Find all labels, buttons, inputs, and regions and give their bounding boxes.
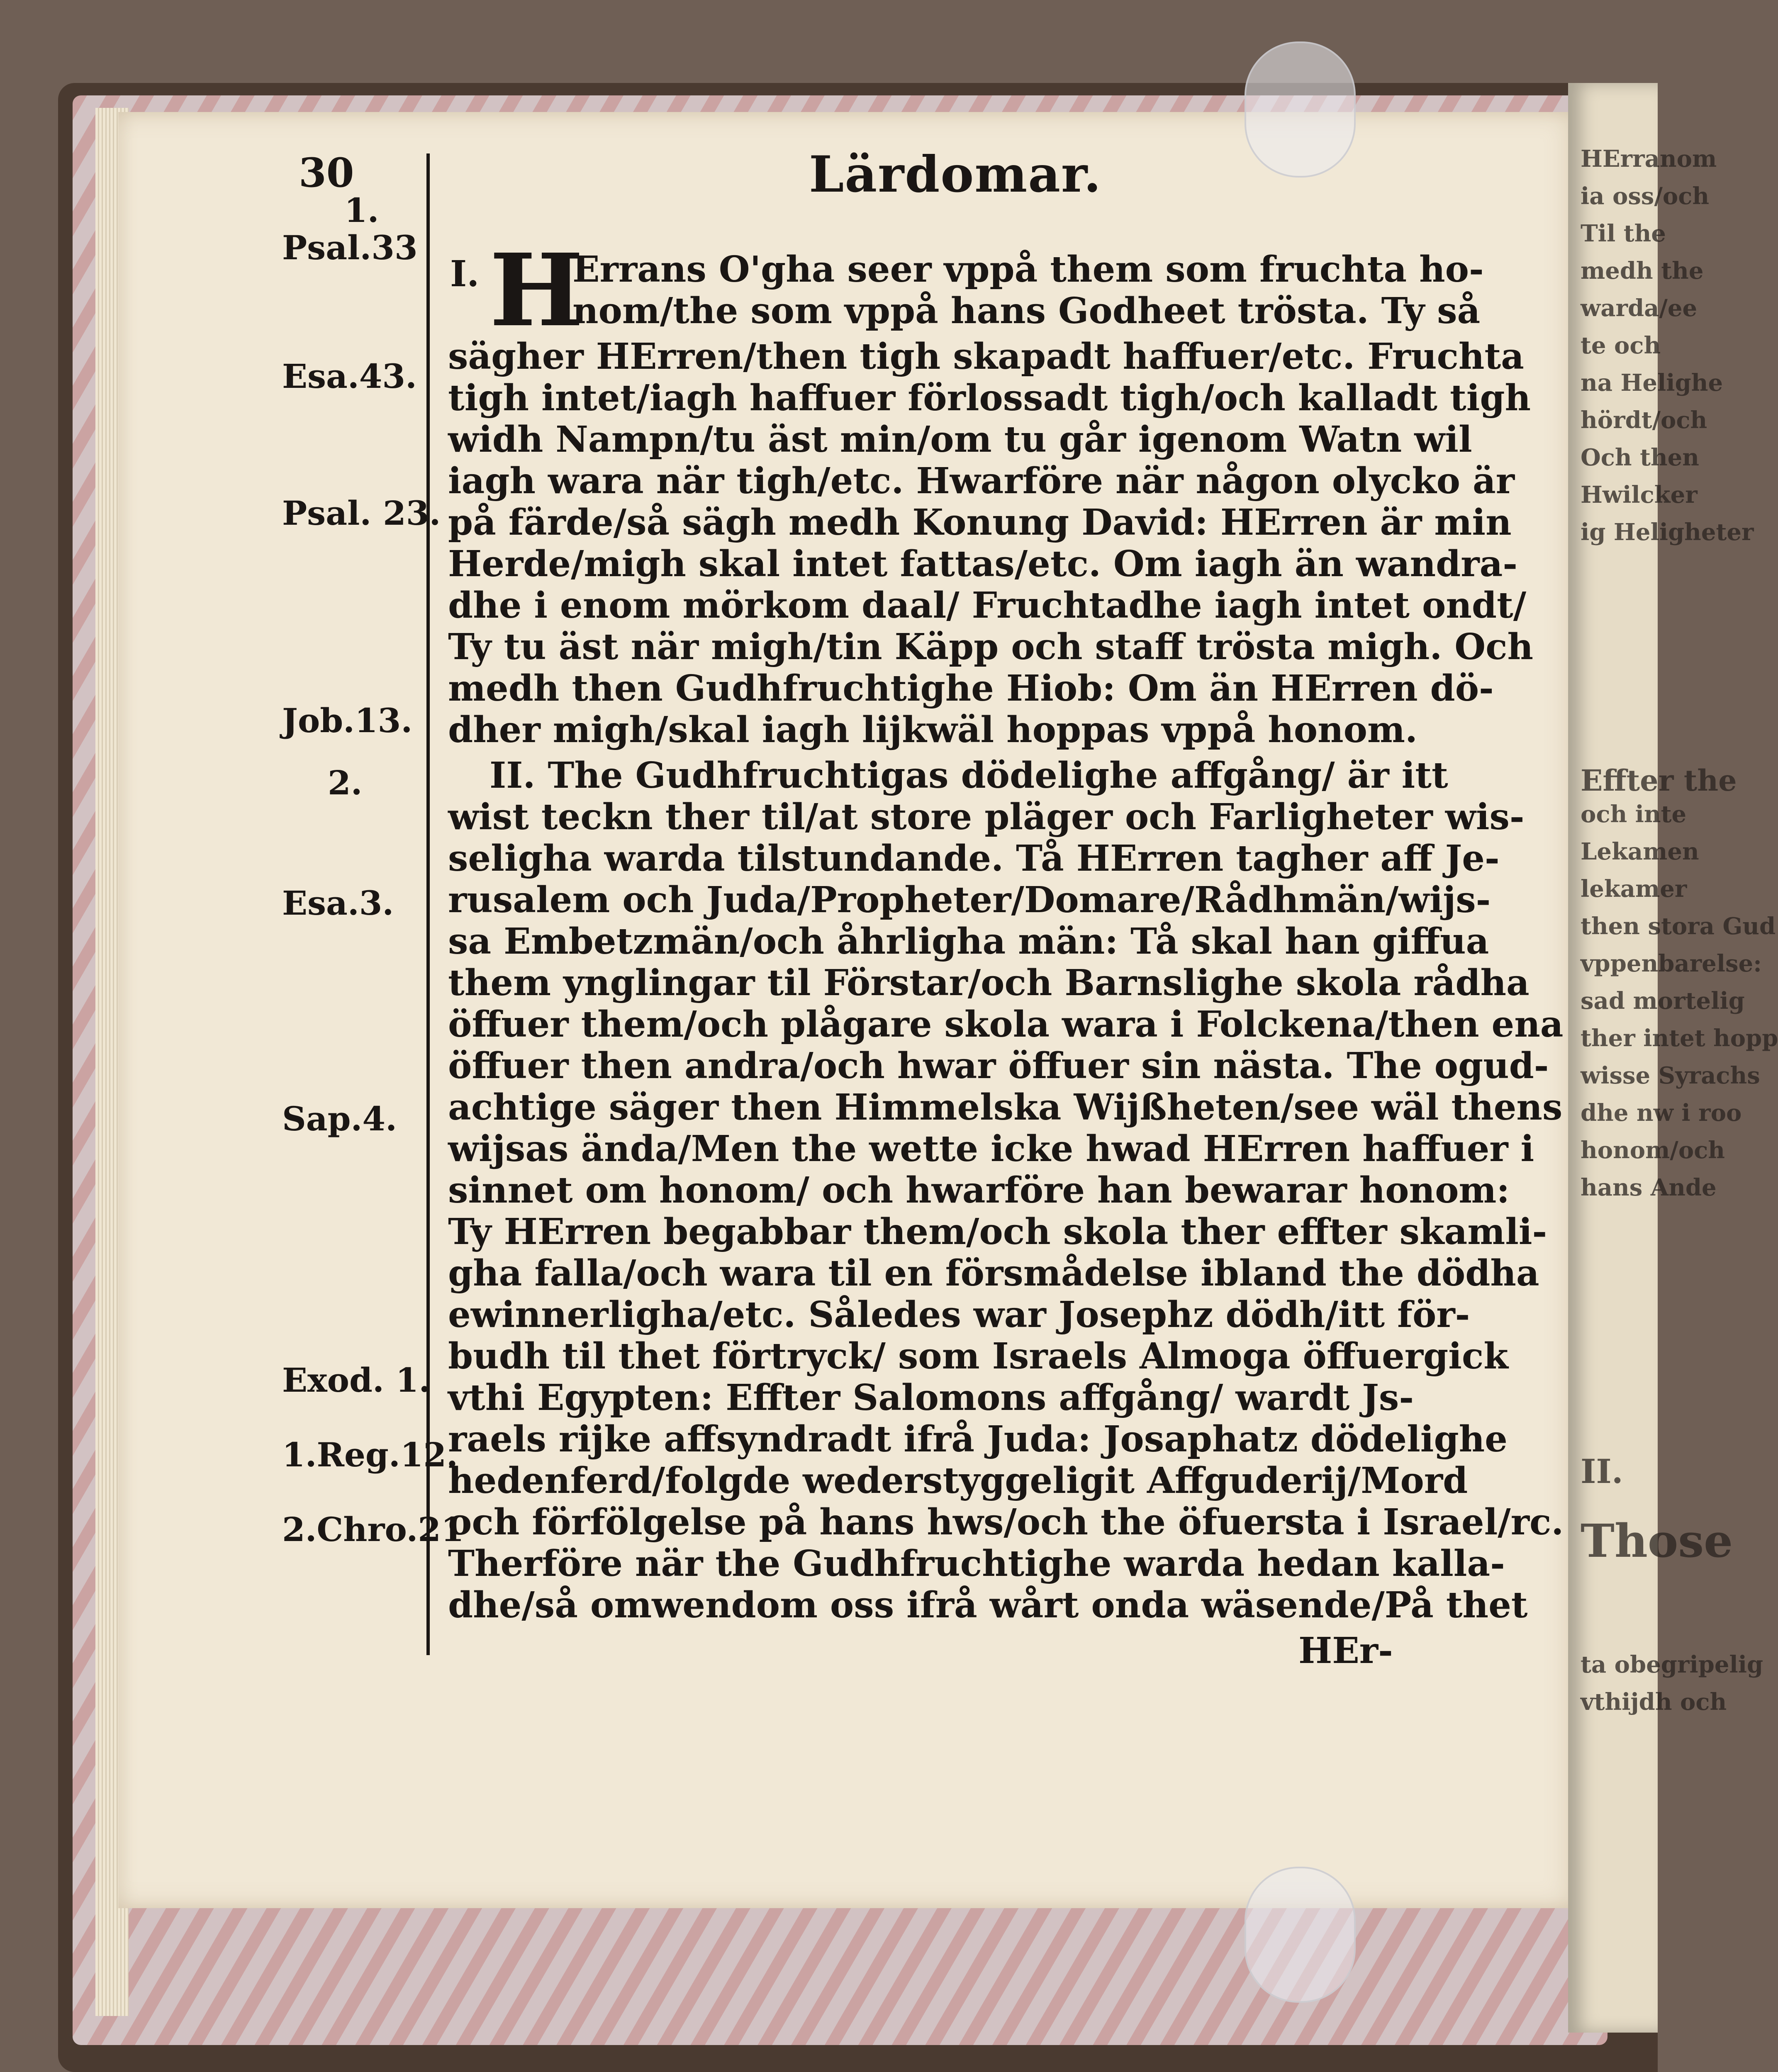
body-line: Ty HErren begabbar them/och skola ther effter skamli- <box>448 1211 1547 1253</box>
body-line: nom/the som vppå hans Godheet trösta. Ty så <box>572 290 1481 332</box>
facing-fragment: ta obegripelig <box>1581 1651 1763 1678</box>
facing-fragment: then stora Gud <box>1581 913 1776 940</box>
body-line: öffuer them/och plågare skola wara i Folckena/then ena <box>448 1003 1564 1045</box>
facing-fragment: honom/och <box>1581 1137 1725 1164</box>
page-clip <box>1245 1867 1356 2003</box>
margin-note: Sap.4. <box>282 1099 397 1138</box>
body-line: Herde/migh skal intet fattas/etc. Om iagh än wandra- <box>448 543 1518 585</box>
body-line: gha falla/och wara til en försmådelse ibland the dödha <box>448 1252 1539 1294</box>
body-line: rusalem och Juda/Propheter/Domare/Rådhmän/wijs- <box>448 879 1491 921</box>
body-line: öffuer then andra/och hwar öffuer sin nästa. The ogud- <box>448 1045 1549 1087</box>
body-line: Therföre när the Gudhfruchtighe warda hedan kalla- <box>448 1543 1505 1585</box>
catchword: HEr- <box>1298 1630 1393 1672</box>
facing-fragment: vppenbarelse: <box>1581 950 1762 977</box>
body-line: och förfölgelse på hans hws/och the öfuersta i Israel/rc. <box>448 1501 1564 1543</box>
body-line: achtige säger then Himmelska Wijßheten/see wäl thens <box>448 1086 1563 1128</box>
facing-fragment: medh the <box>1581 257 1704 285</box>
facing-fragment: lekamer <box>1581 875 1687 903</box>
body-line: iagh wara när tigh/etc. Hwarföre när någon olycko är <box>448 460 1515 502</box>
body-line: tigh intet/iagh haffuer förlossadt tigh/och kalladt tigh <box>448 377 1531 419</box>
body-line: vthi Egypten: Effter Salomons affgång/ wardt Js- <box>448 1377 1414 1419</box>
facing-fragment: te och <box>1581 332 1661 359</box>
facing-fragment: Effter the <box>1581 763 1737 798</box>
facing-fragment: Those <box>1581 1514 1733 1568</box>
body-line: wist teckn ther til/at store pläger och Farligheter wis- <box>448 796 1525 838</box>
margin-note: Psal. 23. <box>282 494 441 533</box>
body-line: II. The Gudhfruchtigas dödelighe affgång/ är itt <box>490 755 1448 796</box>
body-line: dher migh/skal iagh lijkwäl hoppas vppå honom. <box>448 709 1418 751</box>
body-line: på färde/så sägh medh Konung David: HErren är min <box>448 502 1512 543</box>
body-line: widh Nampn/tu äst min/om tu går igenom Watn wil <box>448 419 1472 460</box>
facing-fragment: na Helighe <box>1581 369 1723 397</box>
section-label: I. <box>450 253 480 295</box>
facing-fragment: vthijdh och <box>1581 1688 1727 1716</box>
body-line: sägher HErren/then tigh skapadt haffuer/etc. Fruchta <box>448 336 1524 377</box>
facing-page <box>1568 83 1778 2033</box>
facing-fragment: dhe nw i roo <box>1581 1099 1742 1127</box>
page-clip <box>1245 41 1356 178</box>
margin-note: Esa.3. <box>282 884 394 923</box>
body-line: Ty tu äst när migh/tin Käpp och staff trösta migh. Och <box>448 626 1534 668</box>
body-line: seligha warda tilstundande. Tå HErren tagher aff Je- <box>448 838 1500 879</box>
facing-fragment: Hwilcker <box>1581 481 1698 509</box>
page-number: 30 <box>299 149 354 196</box>
body-line: hedenferd/folgde wederstyggeligit Affguderij/Mord <box>448 1460 1468 1502</box>
body-line: sa Embetzmän/och åhrligha män: Tå skal han giffua <box>448 920 1489 962</box>
margin-note: 2. <box>328 763 363 802</box>
margin-note: Psal.33 <box>282 228 418 267</box>
page-title: Lärdomar. <box>809 145 1102 204</box>
margin-note: Esa.43. <box>282 357 417 396</box>
drop-cap: H <box>490 232 584 349</box>
facing-fragment: II. <box>1581 1452 1623 1491</box>
facing-fragment: och inte <box>1581 801 1687 828</box>
facing-fragment: ig Heligheter <box>1581 519 1754 546</box>
body-line: medh then Gudhfruchtighe Hiob: Om än HErren dö- <box>448 667 1494 709</box>
body-line: dhe i enom mörkom daal/ Fruchtadhe iagh intet ondt/ <box>448 584 1527 626</box>
body-line: raels rijke affsyndradt ifrå Juda: Josaphatz dödelighe <box>448 1418 1508 1460</box>
body-line: wijsas ända/Men the wette icke hwad HErren haffuer i <box>448 1128 1534 1170</box>
body-line: ewinnerligha/etc. Således war Josephz dödh/itt för- <box>448 1294 1470 1336</box>
facing-fragment: sad mortelig <box>1581 987 1745 1015</box>
facing-fragment: ia oss/och <box>1581 183 1710 210</box>
body-line: Errans O'gha seer vppå them som fruchta ho- <box>572 248 1484 290</box>
body-line: dhe/så omwendom oss ifrå wårt onda wäsende/På thet <box>448 1584 1528 1626</box>
body-line: them ynglingar til Förstar/och Barnslighe skola rådha <box>448 962 1530 1004</box>
facing-fragment: Lekamen <box>1581 838 1699 865</box>
facing-fragment: wisse Syrachs <box>1581 1062 1760 1089</box>
facing-fragment: ther intet hopp <box>1581 1025 1778 1052</box>
margin-note: 1. <box>344 191 379 230</box>
facing-fragment: warda/ee <box>1581 295 1698 322</box>
margin-note: 2.Chro.21 <box>282 1510 464 1549</box>
facing-fragment: Til the <box>1581 220 1666 247</box>
margin-note: Job.13. <box>282 701 413 740</box>
facing-fragment: hans Ande <box>1581 1174 1717 1201</box>
facing-fragment: hördt/och <box>1581 407 1707 434</box>
margin-note: 1.Reg.12. <box>282 1435 458 1474</box>
body-line: sinnet om honom/ och hwarföre han bewarar honom: <box>448 1169 1510 1211</box>
body-line: budh til thet förtryck/ som Israels Almoga öffuergick <box>448 1335 1508 1377</box>
facing-fragment: Och then <box>1581 444 1700 471</box>
margin-note: Exod. 1. <box>282 1361 431 1400</box>
facing-fragment: HErranom <box>1581 145 1717 173</box>
margin-rule <box>426 153 430 1655</box>
